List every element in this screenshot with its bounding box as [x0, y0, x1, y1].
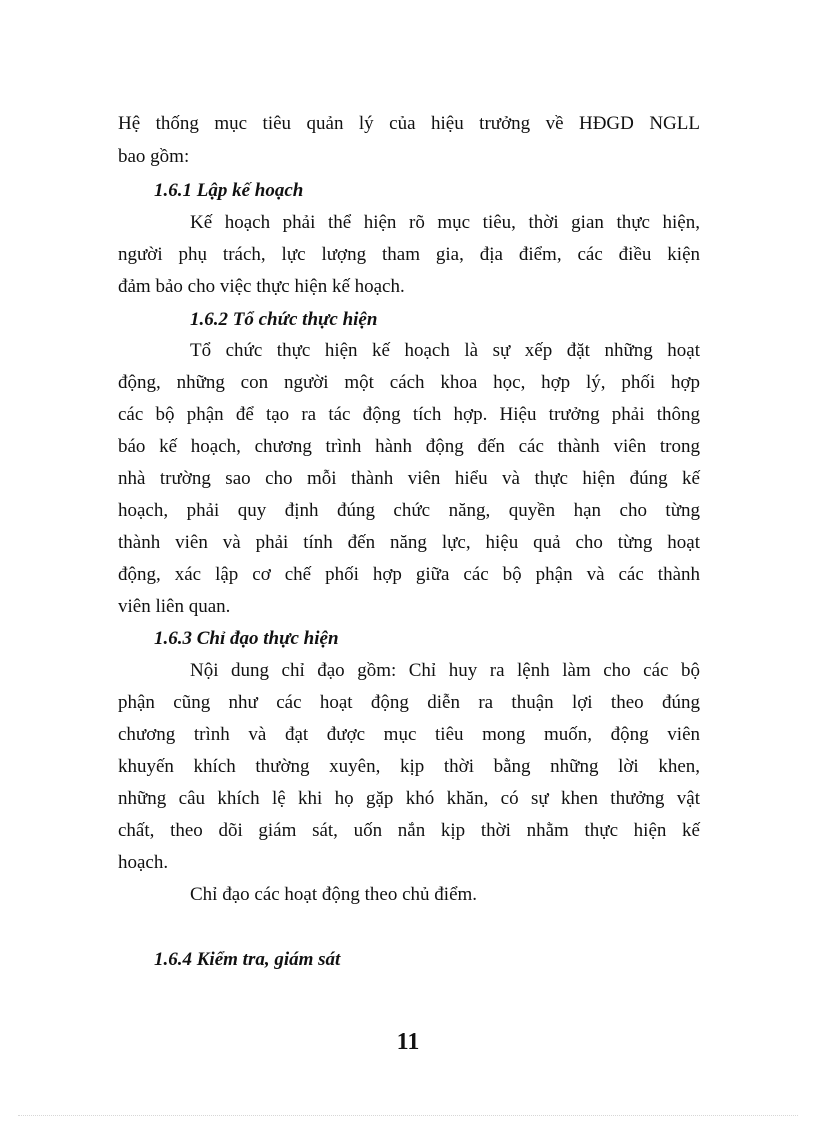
page-bottom-border — [18, 1115, 798, 1116]
paragraph-line: Chỉ đạo các hoạt động theo chủ điểm. — [190, 884, 478, 905]
paragraph-line: Nội dung chỉ đạo gồm: Chỉ huy ra lệnh làm cho các bộ — [190, 660, 700, 681]
paragraph-line: chương trình và đạt được mục tiêu mong muốn, động viên — [118, 724, 700, 745]
section-heading-1-6-4: 1.6.4 Kiểm tra, giám sát — [154, 949, 341, 970]
paragraph-line: nhà trường sao cho mỗi thành viên hiểu và thực hiện đúng kế — [118, 468, 700, 489]
paragraph-line: chất, theo dõi giám sát, uốn nắn kịp thời nhằm thực hiện kế — [118, 820, 700, 841]
paragraph-line: thành viên và phải tính đến năng lực, hiệu quả cho từng hoạt — [118, 532, 700, 553]
paragraph-line: hoạch. — [118, 852, 169, 873]
paragraph-line: động, những con người một cách khoa học, hợp lý, phối hợp — [118, 372, 700, 393]
paragraph-line: khuyến khích thường xuyên, kịp thời bằng những lời khen, — [118, 756, 700, 777]
section-heading-1-6-3: 1.6.3 Chỉ đạo thực hiện — [154, 628, 339, 649]
section-heading-1-6-2: 1.6.2 Tổ chức thực hiện — [190, 309, 378, 330]
paragraph-line: Tổ chức thực hiện kế hoạch là sự xếp đặt những hoạt — [190, 340, 700, 361]
paragraph-line: phận cũng như các hoạt động diễn ra thuận lợi theo đúng — [118, 692, 700, 713]
paragraph-line: các bộ phận để tạo ra tác động tích hợp. Hiệu trưởng phải thông — [118, 404, 700, 425]
paragraph-line: những câu khích lệ khi họ gặp khó khăn, có sự khen thưởng vật — [118, 788, 700, 809]
section-heading-1-6-1: 1.6.1 Lập kế hoạch — [154, 180, 304, 201]
paragraph-line: báo kế hoạch, chương trình hành động đến các thành viên trong — [118, 436, 700, 457]
intro-line-2: bao gồm: — [118, 146, 190, 167]
intro-line-1: Hệ thống mục tiêu quản lý của hiệu trưởng về HĐGD NGLL — [118, 113, 700, 134]
paragraph-line: hoạch, phải quy định đúng chức năng, quyền hạn cho từng — [118, 500, 700, 521]
paragraph-line: Kế hoạch phải thể hiện rõ mục tiêu, thời gian thực hiện, — [190, 212, 700, 233]
paragraph-line: động, xác lập cơ chế phối hợp giữa các bộ phận và các thành — [118, 564, 700, 585]
paragraph-line: đảm bảo cho việc thực hiện kế hoạch. — [118, 276, 405, 297]
page-number: 11 — [396, 1029, 420, 1055]
paragraph-line: viên liên quan. — [118, 596, 231, 617]
paragraph-line: người phụ trách, lực lượng tham gia, địa điểm, các điều kiện — [118, 244, 700, 265]
